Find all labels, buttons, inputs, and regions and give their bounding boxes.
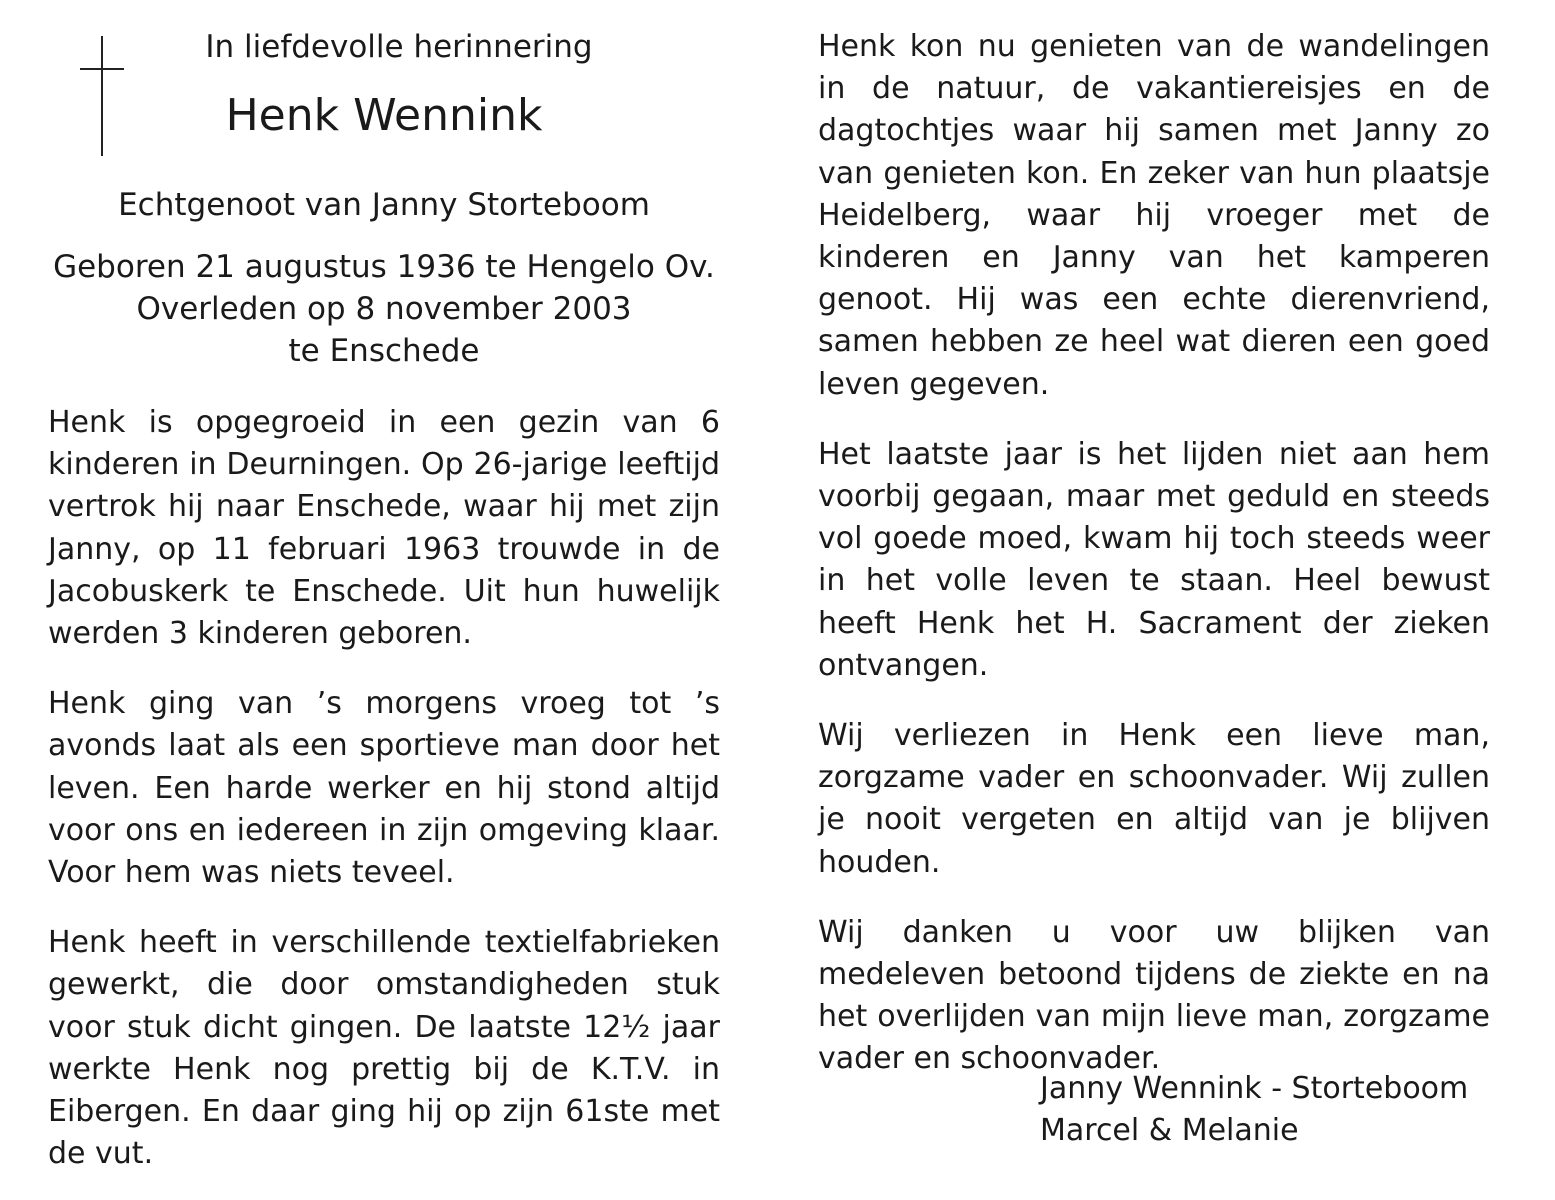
right-paragraph-4: Wij danken u voor uw blijken van medeleven betoond tijdens de ziekte en na het overlijden van mijn lieve man, zorgzame vader en schoonvader.	[818, 914, 1490, 1077]
birth-line: Geboren 21 augustus 1936 te Hengelo Ov.	[53, 249, 715, 285]
left-column	[48, 26, 720, 1175]
signature-line-2: Marcel & Melanie	[1040, 1113, 1299, 1148]
death-place: te Enschede	[288, 333, 480, 369]
left-paragraph-1: Henk is opgegroeid in een gezin van 6 kinderen in Deurningen. Op 26-jarige leeftijd vertrok hij naar Enschede, waar hij met zijn Janny, op 11 februari 1963 trouwde in de Jacobuskerk te Enschede. Uit hun huwelijk werden 3 kinderen geboren.	[48, 405, 720, 652]
death-line: Overleden op 8 november 2003	[136, 291, 632, 327]
signature-line-1: Janny Wennink - Storteboom	[1040, 1071, 1469, 1106]
deceased-name: Henk Wennink	[225, 90, 543, 141]
memory-heading: In liefdevolle herinnering	[205, 29, 593, 65]
right-paragraph-2: Het laatste jaar is het lijden niet aan hem voorbij gegaan, maar met geduld en steeds vol goede moed, kwam hij toch steeds weer in het volle leven te staan. Heel bewust heeft Henk het H. Sacrament der zieken ontvangen.	[818, 436, 1490, 683]
right-paragraph-3: Wij verliezen in Henk een lieve man, zorgzame vader en schoonvader. Wij zullen je nooit vergeten en altijd van je blijven houden.	[818, 718, 1490, 880]
right-column	[818, 26, 1490, 1081]
left-paragraph-2: Henk ging van ’s morgens vroeg tot ’s avonds laat als een sportieve man door het leven. Een harde werker en hij stond altijd voor ons en iedereen in zijn omgeving klaar. Voor hem was niets teveel.	[48, 686, 720, 891]
right-paragraph-1: Henk kon nu genieten van de wandelingen in de natuur, de vakantiereisjes en de dagtochtjes waar hij samen met Janny zo van genieten kon. En zeker van hun plaatsje Heidelberg, waar hij vroeger met de kinderen en Janny van het kamperen genoot. Hij was een echte dierenvriend, samen hebben ze heel wat dieren een goed leven gegeven.	[818, 29, 1490, 402]
spouse-line: Echtgenoot van Janny Storteboom	[118, 187, 650, 223]
signature	[1040, 1068, 1468, 1152]
life-dates	[48, 246, 720, 372]
left-paragraph-3: Henk heeft in verschillende textielfabrieken gewerkt, die door omstandigheden stuk voor stuk dicht gingen. De laatste 12½ jaar werkte Henk nog prettig bij de K.T.V. in Eibergen. En daar ging hij op zijn 61ste met de vut.	[48, 925, 720, 1172]
